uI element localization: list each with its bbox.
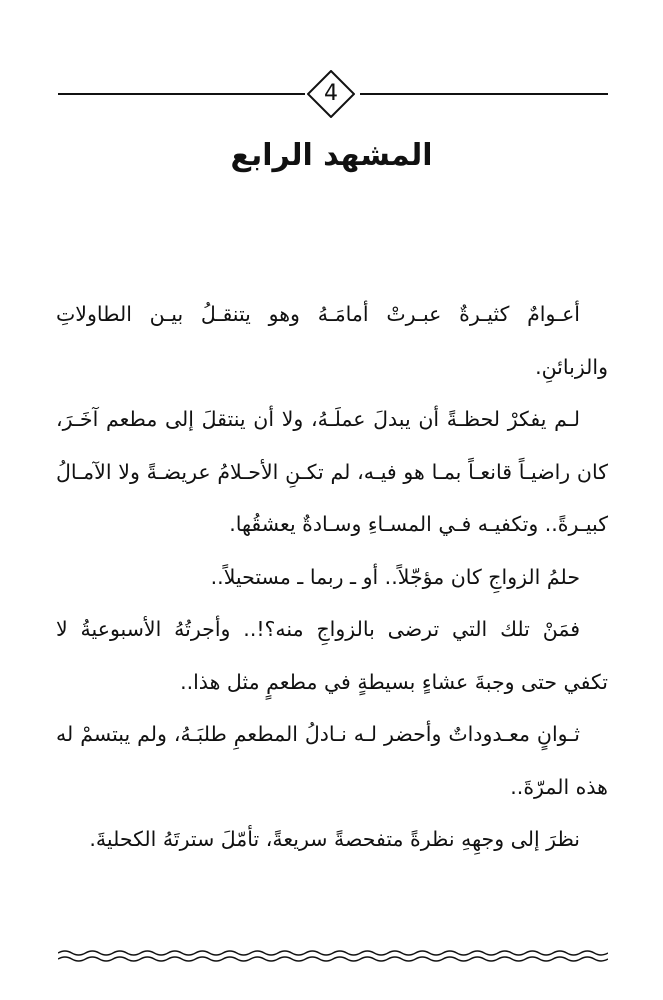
paragraph-2: لـم يفكرْ لحظـةً أن يبدلَ عملَـهُ، ولا أن ينتقلَ إلى مطعم آخَـرَ، كان راضيـاً قانعـاً بمـا هو فيـه، لم تكـنِ الأحـلامُ عريضـةً ولا الآمـالُ كبيـرةً.. وتكفيـه فـي المسـاءِ وسـادةٌ يعشقُها.	[56, 407, 608, 536]
body-text	[56, 288, 608, 866]
page-title: المشهد الرابع	[230, 138, 433, 173]
paragraph-5: ثـوانٍ معـدوداتٌ وأحضر لـه نـادلُ المطعمِ طلبَـهُ، ولم يبتسمْ له هذه المرّةَ..	[56, 722, 608, 799]
header-rule-right	[360, 93, 608, 95]
paragraph-3: حلمُ الزواجِ كان مؤجّلاً.. أو ـ ربما ـ مستحيلاً..	[210, 564, 580, 589]
paragraph-6: نظرَ إلى وجهِهِ نظرةً متفحصةً سريعةً، تأمّلَ سترتَهُ الكحليةَ.	[89, 827, 580, 851]
header-rule-left	[58, 93, 305, 95]
footer-wave-divider	[58, 948, 608, 964]
paragraph-1: أعـوامٌ كثيـرةٌ عبـرتْ أمامَـهُ وهو يتنقـلُ بيـن الطاولاتِ والزبائنِ.	[56, 302, 608, 379]
chapter-number-diamond	[307, 70, 355, 118]
paragraph-4: فمَنْ تلك التي ترضى بالزواجِ منه؟!.. وأجرتُهُ الأسبوعيةُ لا تكفي حتى وجبةَ عشاءٍ بسيطةٍ في مطعمٍ مثل هذا..	[56, 617, 608, 694]
chapter-number: 4	[324, 81, 338, 106]
